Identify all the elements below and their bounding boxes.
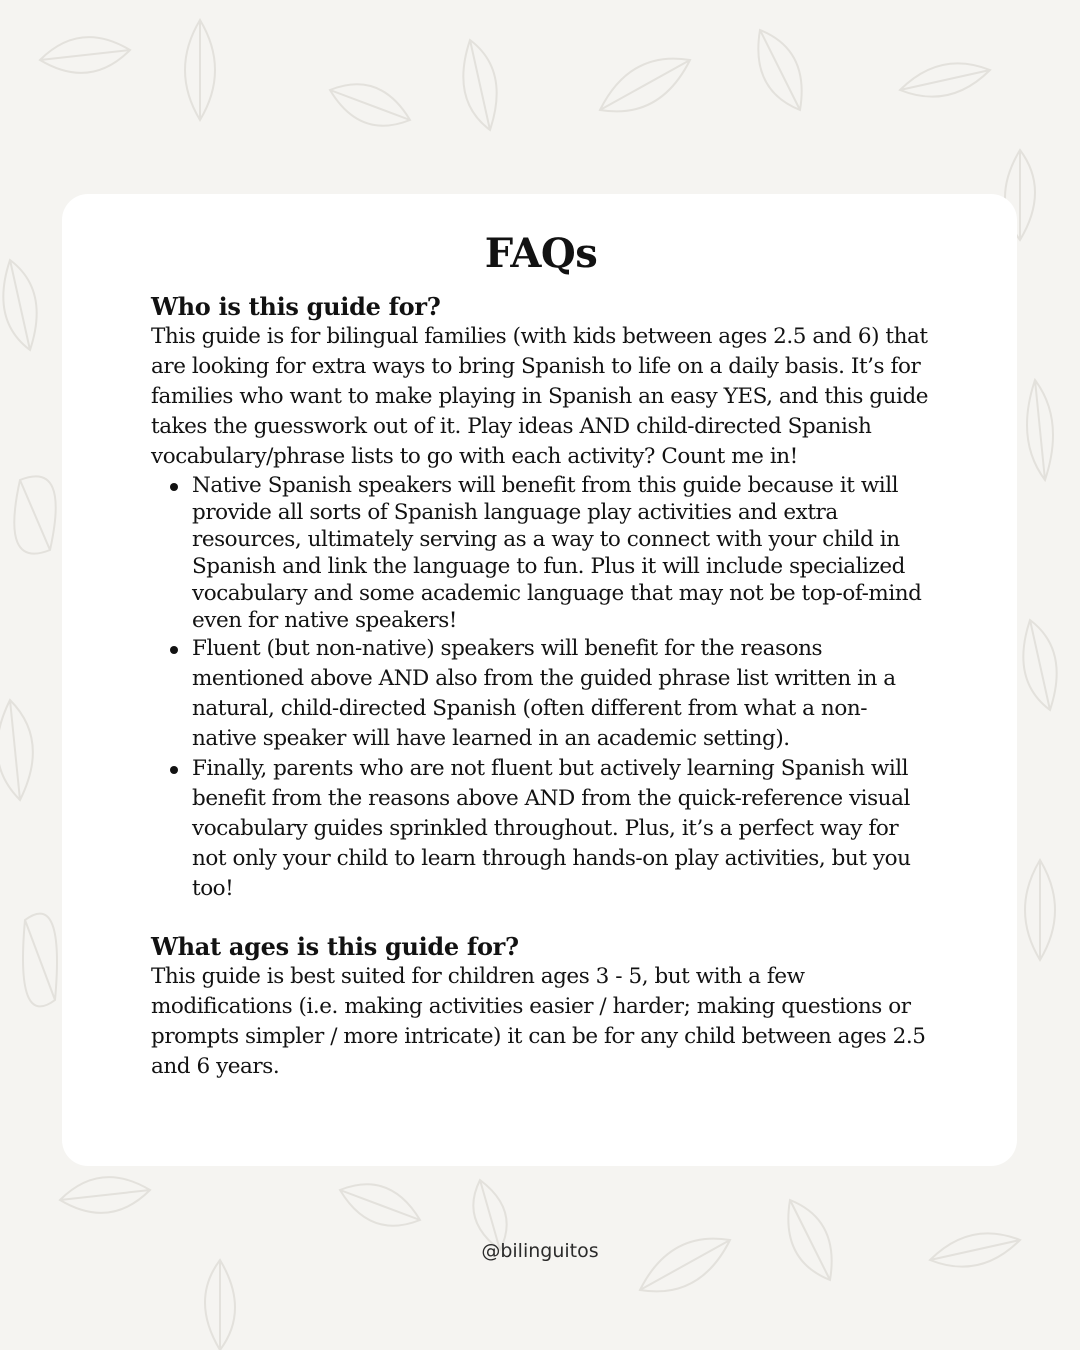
list-item xyxy=(192,472,931,634)
bullet-icon xyxy=(170,766,178,774)
list-item-text: Native Spanish speakers will benefit from this guide because it will provide all sorts of Spanish language play activities and extra resources, ultimately serving as a way to connect with your child in Spanish and link the language to fun. Plus it will include specialized vocabulary and some academic language that may not be top-of-mind even for native speakers! xyxy=(192,473,922,633)
list-item-text: Fluent (but non-native) speakers will benefit for the reasons mentioned above AND also from the guided phrase list written in a natural, child-directed Spanish (often different from what a non-native speaker will have learned in an academic setting). xyxy=(192,636,896,751)
question-ages: What ages is this guide for? xyxy=(151,932,519,961)
bullet-icon xyxy=(170,646,178,654)
social-handle: @bilinguitos xyxy=(481,1240,599,1262)
answer-who: This guide is for bilingual families (with kids between ages 2.5 and 6) that are looking for extra ways to bring Spanish to life on a daily basis. It’s for families who want to make playing in Spanish an easy YES, and this guide takes the guesswork out of it. Play ideas AND child-directed Spanish vocabulary/phrase lists to go with each activity? Count me in! xyxy=(151,324,929,469)
section-spacer xyxy=(151,904,931,932)
benefit-list xyxy=(151,472,931,904)
list-item xyxy=(192,634,931,754)
bullet-icon xyxy=(170,483,178,491)
answer-ages: This guide is best suited for children ages 3 - 5, but with a few modifications (i.e. making activities easier / harder; making questions or prompts simpler / more intricate) it can be for any child between ages 2.5 and 6 years. xyxy=(151,964,926,1079)
list-item-text: Finally, parents who are not fluent but actively learning Spanish will benefit from the reasons above AND from the quick-reference visual vocabulary guides sprinkled throughout. Plus, it’s a perfect way for not only your child to learn through hands-on play activities, but you too! xyxy=(192,756,911,901)
page-title: FAQs xyxy=(484,230,598,277)
question-who: Who is this guide for? xyxy=(151,292,441,321)
list-item xyxy=(192,754,931,904)
faq-card xyxy=(62,194,1017,1166)
